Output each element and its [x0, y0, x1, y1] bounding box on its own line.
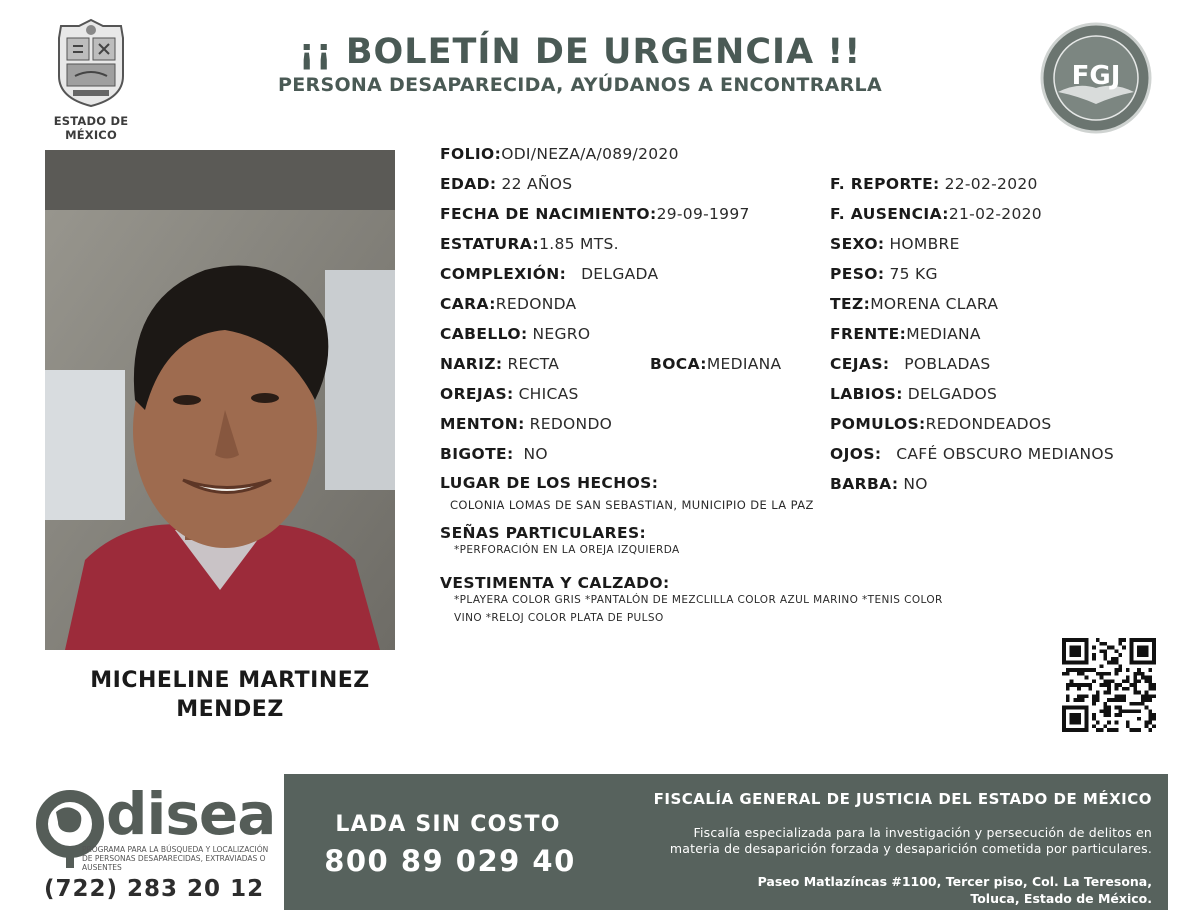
folio-value: ODI/NEZA/A/089/2020 — [501, 145, 679, 163]
boca-label: BOCA: — [650, 355, 707, 373]
field-cara — [440, 293, 576, 315]
f-ausencia-label: F. AUSENCIA: — [830, 205, 949, 223]
field-frente — [830, 323, 981, 345]
fgj-desc-line1: Fiscalía especializada para la investigación y persecución de delitos en — [693, 825, 1152, 840]
f-reporte-label: F. REPORTE: — [830, 175, 940, 193]
field-folio — [440, 143, 679, 165]
person-name — [40, 666, 420, 724]
field-orejas — [440, 383, 579, 405]
field-edad — [440, 173, 572, 195]
fgj-logo-text: FGJ — [1071, 61, 1121, 91]
field-ojos — [830, 443, 1114, 465]
field-fecha-nacimiento — [440, 203, 750, 225]
person-name-line1: MICHELINE MARTINEZ — [90, 668, 370, 693]
estatura-value: 1.85 MTS. — [539, 235, 619, 253]
orejas-value: CHICAS — [518, 385, 579, 403]
cejas-label: CEJAS: — [830, 355, 890, 373]
missing-person-photo — [45, 150, 395, 650]
sexo-label: SEXO: — [830, 235, 885, 253]
field-boca — [650, 353, 781, 375]
f-reporte-value: 22-02-2020 — [944, 175, 1038, 193]
vestimenta-line2: VINO *RELOJ COLOR PLATA DE PULSO — [454, 612, 664, 624]
frente-value: MEDIANA — [906, 325, 981, 343]
page-subtitle: PERSONA DESAPARECIDA, AYÚDANOS A ENCONTRARLA — [278, 74, 882, 96]
field-sexo — [830, 233, 960, 255]
field-cabello — [440, 323, 590, 345]
fgj-address — [600, 873, 1152, 907]
pomulos-value: REDONDEADOS — [925, 415, 1052, 433]
barba-value: NO — [903, 475, 928, 493]
peso-label: PESO: — [830, 265, 885, 283]
state-logo — [28, 18, 154, 142]
cara-label: CARA: — [440, 295, 496, 313]
field-labios — [830, 383, 997, 405]
field-bigote — [440, 443, 548, 465]
field-tez — [830, 293, 998, 315]
fecha-nac-value: 29-09-1997 — [656, 205, 750, 223]
fgj-logo — [1040, 22, 1152, 134]
complexion-label: COMPLEXIÓN: — [440, 265, 567, 283]
odisea-phone[interactable]: (722) 283 20 12 — [44, 876, 265, 902]
odisea-wordmark: disea — [106, 780, 276, 848]
lugar-label: LUGAR DE LOS HECHOS: — [440, 474, 659, 492]
tez-value: MORENA CLARA — [870, 295, 999, 313]
fgj-footer-title: FISCALÍA GENERAL DE JUSTICIA DEL ESTADO DE MÉXICO — [653, 790, 1152, 808]
fgj-seal-icon — [1040, 22, 1152, 134]
field-barba — [830, 473, 928, 495]
field-pomulos — [830, 413, 1052, 435]
lugar-value: COLONIA LOMAS DE SAN SEBASTIAN, MUNICIPIO DE LA PAZ — [450, 498, 814, 512]
orejas-label: OREJAS: — [440, 385, 514, 403]
ojos-value: CAFÉ OBSCURO MEDIANOS — [896, 445, 1115, 463]
nariz-value: RECTA — [507, 355, 560, 373]
sexo-value: HOMBRE — [889, 235, 960, 253]
lada-label: LADA SIN COSTO — [335, 812, 561, 837]
f-ausencia-value: 21-02-2020 — [948, 205, 1042, 223]
odisea-description: PROGRAMA PARA LA BÚSQUEDA Y LOCALIZACIÓN DE PERSONAS DESAPARECIDAS, EXTRAVIADAS O AUSENTES — [82, 845, 269, 872]
senas-value: *PERFORACIÓN EN LA OREJA IZQUIERDA — [454, 544, 680, 556]
cara-value: REDONDA — [495, 295, 577, 313]
edad-label: EDAD: — [440, 175, 497, 193]
field-cejas — [830, 353, 991, 375]
labios-value: DELGADOS — [907, 385, 998, 403]
complexion-value: DELGADA — [581, 265, 659, 283]
field-complexion — [440, 263, 658, 285]
estatura-label: ESTATURA: — [440, 235, 540, 253]
person-name-line2: MENDEZ — [176, 697, 284, 722]
fecha-nac-label: FECHA DE NACIMIENTO: — [440, 205, 657, 223]
menton-label: MENTON: — [440, 415, 525, 433]
lada-phone-number[interactable]: 800 89 029 40 — [324, 844, 576, 878]
cabello-label: CABELLO: — [440, 325, 528, 343]
field-peso — [830, 263, 938, 285]
fgj-desc-line2: materia de desaparición forzada y desaparición cometida por particulares. — [669, 841, 1152, 856]
frente-label: FRENTE: — [830, 325, 907, 343]
tez-label: TEZ: — [830, 295, 871, 313]
ojos-label: OJOS: — [830, 445, 882, 463]
cejas-value: POBLADAS — [904, 355, 991, 373]
field-f-reporte — [830, 173, 1038, 195]
field-estatura — [440, 233, 619, 255]
pomulos-label: POMULOS: — [830, 415, 926, 433]
coat-of-arms-icon — [51, 18, 131, 108]
bigote-value: NO — [523, 445, 548, 463]
senas-label: SEÑAS PARTICULARES: — [440, 524, 647, 542]
peso-value: 75 KG — [889, 265, 938, 283]
qr-code[interactable] — [1062, 638, 1156, 732]
field-f-ausencia — [830, 203, 1042, 225]
cabello-value: NEGRO — [532, 325, 591, 343]
edad-value: 22 AÑOS — [501, 175, 573, 193]
fgj-footer-description — [600, 825, 1152, 857]
field-nariz — [440, 353, 559, 375]
page-title: ¡¡ BOLETÍN DE URGENCIA !! — [298, 32, 862, 72]
barba-label: BARBA: — [830, 475, 899, 493]
state-name: ESTADO DE MÉXICO — [53, 114, 129, 142]
fgj-address-line2: Toluca, Estado de México. — [970, 891, 1152, 906]
labios-label: LABIOS: — [830, 385, 903, 403]
vestimenta-label: VESTIMENTA Y CALZADO: — [440, 574, 670, 592]
field-menton — [440, 413, 612, 435]
menton-value: REDONDO — [529, 415, 613, 433]
fgj-address-line1: Paseo Matlazíncas #1100, Tercer piso, Col. La Teresona, — [757, 874, 1152, 889]
boca-value: MEDIANA — [706, 355, 782, 373]
nariz-label: NARIZ: — [440, 355, 503, 373]
bigote-label: BIGOTE: — [440, 445, 514, 463]
vestimenta-line1: *PLAYERA COLOR GRIS *PANTALÓN DE MEZCLILLA COLOR AZUL MARINO *TENIS COLOR — [454, 594, 943, 606]
folio-label: FOLIO: — [440, 145, 502, 163]
